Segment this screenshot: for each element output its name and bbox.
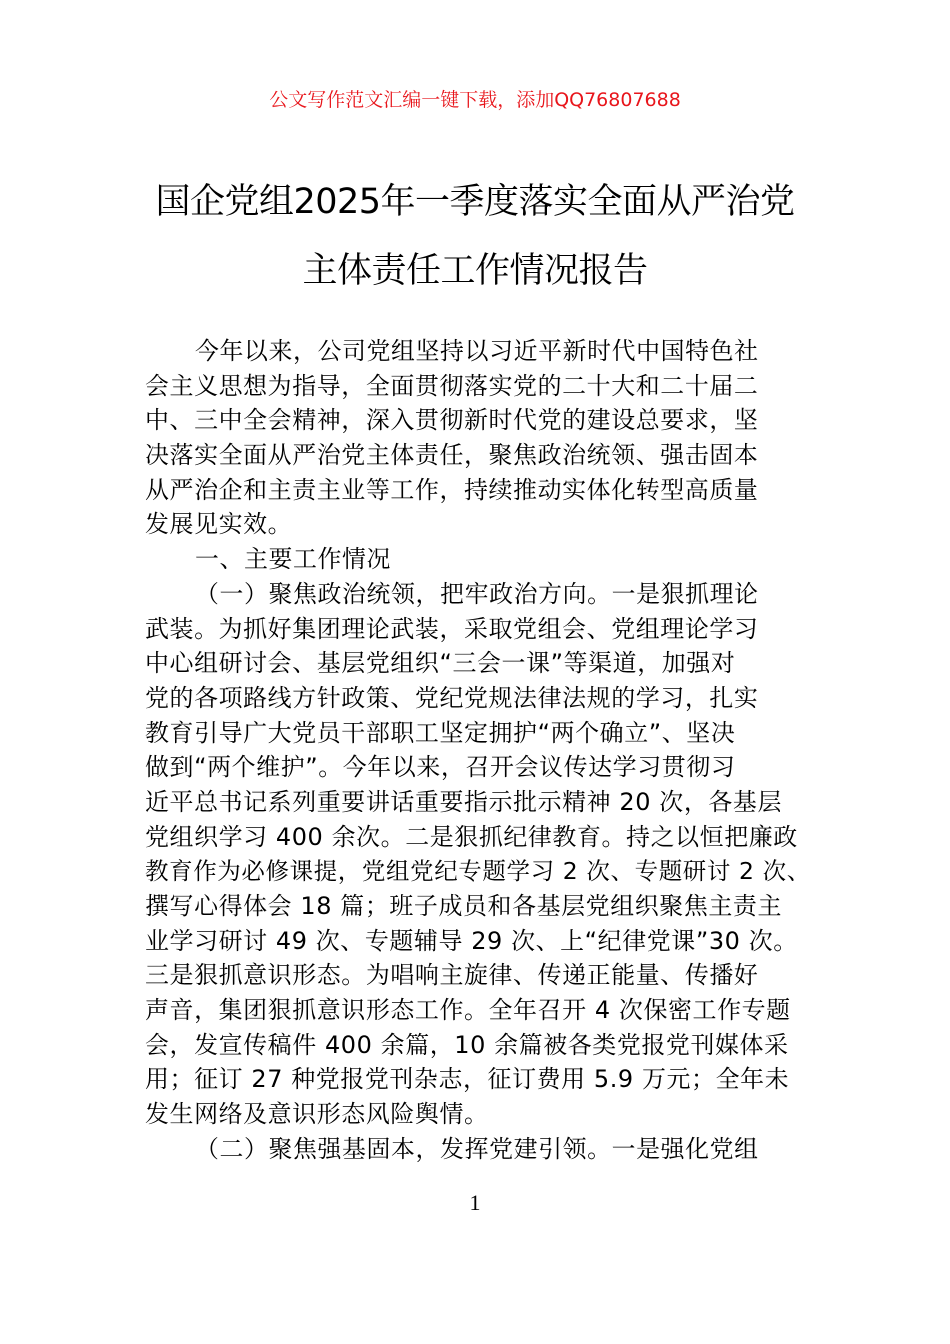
download-promo-header: 公文写作范文汇编一键下载，添加QQ76807688 [269, 89, 681, 111]
document-title-line-2: 主体责任工作情况报告 [302, 251, 648, 291]
body-text-line: 从严治企和主责主业等工作，持续推动实体化转型高质量 [145, 475, 759, 504]
body-text-line: 决落实全面从严治党主体责任，聚焦政治统领、强击固本 [145, 441, 759, 470]
body-text-line: 教育作为必修课提，党组党纪专题学习 2 次、专题研讨 2 次、 [145, 857, 811, 886]
body-text-line: 声音，集团狠抓意识形态工作。全年召开 4 次保密工作专题 [145, 996, 791, 1025]
document-title-line-1: 国企党组2025年一季度落实全面从严治党 [155, 182, 795, 222]
body-text-line: 武装。为抓好集团理论武装，采取党组会、党组理论学习 [145, 614, 759, 643]
body-text-line: 教育引导广大党员干部职工坚定拥护“两个确立”、坚决 [145, 718, 736, 747]
body-text-line: 会主义思想为指导，全面贯彻落实党的二十大和二十届二 [145, 371, 759, 400]
body-text-line: 中、三中全会精神，深入贯彻新时代党的建设总要求，坚 [145, 406, 759, 435]
body-text-line: 会，发宣传稿件 400 余篇，10 余篇被各类党报党刊媒体采 [145, 1030, 789, 1059]
body-text-line: 一、主要工作情况 [195, 545, 392, 574]
body-text-line: 近平总书记系列重要讲话重要指示批示精神 20 次，各基层 [145, 787, 782, 816]
body-text-line: 撰写心得体会 18 篇；班子成员和各基层党组织聚焦主责主 [145, 892, 782, 920]
body-text-line: （二）聚焦强基固本，发挥党建引领。一是强化党组 [195, 1134, 759, 1163]
body-text-line: 发生网络及意识形态风险舆情。 [145, 1100, 489, 1129]
body-text-line: 今年以来，公司党组坚持以习近平新时代中国特色社 [195, 337, 759, 365]
body-text-line: 三是狠抓意识形态。为唱响主旋律、传递正能量、传播好 [145, 961, 759, 990]
body-text-line: 做到“两个维护”。今年以来，召开会议传达学习贯彻习 [145, 753, 736, 782]
body-text-line: 党组织学习 400 余次。二是狠抓纪律教育。持之以恒把廉政 [145, 822, 798, 851]
page-number: 1 [469, 1190, 481, 1215]
body-text-line: 中心组研讨会、基层党组织“三会一课”等渠道，加强对 [145, 649, 736, 678]
body-text-line: 发展见实效。 [145, 510, 293, 539]
document-body [145, 334, 825, 1167]
body-text-line: 用；征订 27 种党报党刊杂志，征订费用 5.9 万元；全年未 [145, 1065, 790, 1094]
body-text-line: （一）聚焦政治统领，把牢政治方向。一是狠抓理论 [195, 579, 759, 608]
body-text-line: 党的各项路线方针政策、党纪党规法律法规的学习，扎实 [145, 683, 759, 712]
body-text-line: 业学习研讨 49 次、专题辅导 29 次、上“纪律党课”30 次。 [145, 926, 798, 955]
